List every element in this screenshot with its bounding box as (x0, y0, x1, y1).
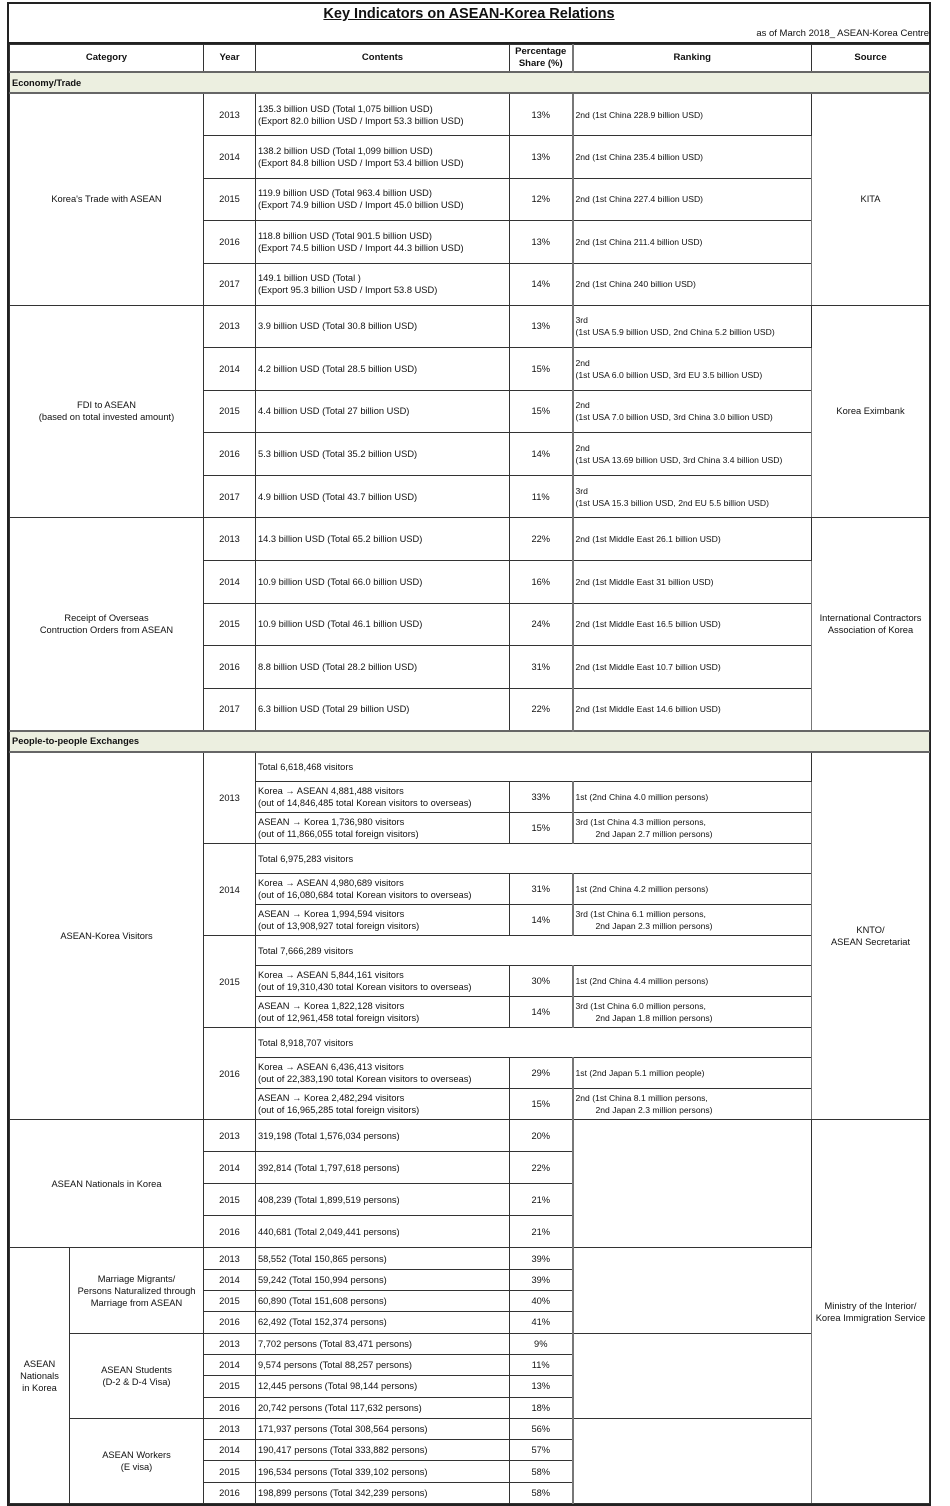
year-cell: 2016 (204, 646, 256, 689)
contents-cell: 198,899 persons (Total 342,239 persons) (256, 1482, 510, 1503)
contents-cell-line2: (Export 74.5 billion USD / Import 44.3 billion USD) (258, 242, 464, 253)
outbound-contents-cell-line2: (out of 19,310,430 total Korean visitors to overseas) (258, 982, 472, 993)
outbound-contents-cell (256, 874, 510, 905)
percentage-cell: 14% (510, 263, 573, 305)
contents-cell-line1: 118.8 billion USD (Total 901.5 billion USD) (258, 230, 432, 241)
ranking-cell-line1: 3rd (575, 485, 588, 496)
category-nationals: ASEAN Nationals in Korea (10, 1120, 204, 1248)
contents-cell: 10.9 billion USD (Total 66.0 billion USD) (256, 561, 510, 604)
table-row (10, 1248, 930, 1269)
ranking-cell (573, 1089, 812, 1120)
contents-cell: 6.3 billion USD (Total 29 billion USD) (256, 688, 510, 731)
year-cell: 2016 (204, 1397, 256, 1418)
contents-cell: 171,937 persons (Total 308,564 persons) (256, 1418, 510, 1439)
percentage-cell: 13% (510, 221, 573, 264)
source-visitors-line2: ASEAN Secretariat (830, 937, 911, 948)
percentage-cell: 29% (510, 1058, 573, 1089)
contents-cell (256, 93, 510, 136)
percentage-cell: 13% (510, 1376, 573, 1397)
percentage-cell: 30% (510, 966, 573, 997)
year-cell: 2014 (204, 1152, 256, 1184)
year-cell: 2016 (204, 1312, 256, 1333)
category-trade: Korea's Trade with ASEAN (10, 93, 204, 305)
contents-cell: 4.2 billion USD (Total 28.5 billion USD) (256, 348, 510, 391)
contents-cell (256, 178, 510, 221)
contents-cell: 58,552 (Total 150,865 persons) (256, 1248, 510, 1269)
year-cell: 2016 (204, 1028, 256, 1120)
outbound-contents-cell-line2: (out of 22,383,190 total Korean visitors to overseas) (258, 1074, 472, 1085)
contents-cell-line1: 119.9 billion USD (Total 963.4 billion USD) (258, 188, 432, 199)
outbound-contents-cell-line1: Korea → ASEAN 4,980,689 visitors (258, 878, 404, 889)
ranking-cell: 2nd (1st China 240 billion USD) (573, 263, 812, 305)
subcategory-marriage-line2: Persons Naturalized through (77, 1285, 196, 1296)
source-visitors-line1: KNTO/ (856, 925, 885, 936)
table-row (10, 752, 930, 782)
category-fdi-line1: FDI to ASEAN (77, 400, 136, 411)
section-economy: Economy/Trade (10, 72, 930, 93)
percentage-cell: 11% (510, 475, 573, 518)
subcategory-workers (70, 1418, 204, 1503)
visitors-total-cell: Total 6,975,283 visitors (256, 844, 812, 874)
ranking-line1: 3rd (1st China 4.3 million persons, (575, 817, 706, 828)
percentage-cell: 21% (510, 1216, 573, 1248)
header-year: Year (204, 45, 256, 73)
contents-cell: 59,242 (Total 150,994 persons) (256, 1269, 510, 1290)
table-row (10, 1418, 930, 1439)
percentage-cell: 58% (510, 1461, 573, 1482)
inbound-contents-cell-line2: (out of 11,866,055 total foreign visitors) (258, 829, 419, 840)
table-row (10, 1120, 930, 1152)
percentage-cell: 39% (510, 1269, 573, 1290)
ranking-cell: 2nd (1st China 211.4 billion USD) (573, 221, 812, 264)
header-category: Category (10, 45, 204, 73)
visitors-total-cell: Total 6,618,468 visitors (256, 752, 812, 782)
inbound-contents-cell-line1: ASEAN → Korea 2,482,294 visitors (258, 1093, 405, 1104)
contents-cell: 190,417 persons (Total 333,882 persons) (256, 1440, 510, 1461)
header-row (10, 45, 930, 73)
outbound-contents-cell (256, 782, 510, 813)
inbound-contents-cell-line2: (out of 13,908,927 total foreign visitors) (258, 921, 420, 932)
ranking-cell-line2: (1st USA 6.0 billion USD, 3rd EU 3.5 billion USD) (575, 369, 763, 380)
ranking-cell: 2nd (1st Middle East 31 billion USD) (573, 561, 812, 604)
year-cell: 2013 (204, 1248, 256, 1269)
ranking-cell-empty (573, 1418, 812, 1503)
percentage-cell: 15% (510, 1089, 573, 1120)
contents-cell: 3.9 billion USD (Total 30.8 billion USD) (256, 305, 510, 348)
inbound-contents-cell (256, 905, 510, 936)
subcategory-students (70, 1333, 204, 1418)
percentage-cell: 13% (510, 305, 573, 348)
ranking-cell-line2: (1st USA 7.0 billion USD, 3rd China 3.0 billion USD) (575, 412, 773, 423)
ranking-cell-line2: (1st USA 5.9 billion USD, 2nd China 5.2 billion USD) (575, 327, 775, 338)
outbound-contents-cell-line2: (out of 14,846,485 total Korean visitors to overseas) (258, 798, 472, 809)
percentage-cell: 14% (510, 433, 573, 476)
table-row (10, 1333, 930, 1354)
contents-cell-line2: (Export 74.9 billion USD / Import 45.0 billion USD) (258, 200, 464, 211)
category-sub-group (10, 1248, 70, 1504)
year-cell: 2013 (204, 518, 256, 561)
inbound-contents-cell-line1: ASEAN → Korea 1,736,980 visitors (258, 817, 405, 828)
source-construction (812, 518, 930, 731)
contents-cell: 440,681 (Total 2,049,441 persons) (256, 1216, 510, 1248)
title-row (9, 4, 929, 44)
contents-cell: 196,534 persons (Total 339,102 persons) (256, 1461, 510, 1482)
header-pct-line1: Percentage (515, 46, 567, 57)
ranking-cell (573, 997, 812, 1028)
ranking-cell: 2nd (1st Middle East 26.1 billion USD) (573, 518, 812, 561)
section-row-economy (10, 72, 930, 93)
outbound-contents-cell-line1: Korea → ASEAN 4,881,488 visitors (258, 786, 404, 797)
outbound-contents-cell-line2: (out of 16,080,684 total Korean visitors to overseas) (258, 890, 472, 901)
visitors-total-cell: Total 8,918,707 visitors (256, 1028, 812, 1058)
source-nationals-line2: Korea Immigration Service (815, 1312, 926, 1323)
percentage-cell: 57% (510, 1440, 573, 1461)
ranking-cell-empty (573, 1120, 812, 1248)
year-cell: 2014 (204, 1354, 256, 1375)
percentage-cell: 24% (510, 603, 573, 646)
outbound-contents-cell-line1: Korea → ASEAN 6,436,413 visitors (258, 1062, 404, 1073)
year-cell: 2013 (204, 1120, 256, 1152)
ranking-line2: 2nd Japan 2.3 million persons) (595, 1105, 713, 1116)
contents-cell: 8.8 billion USD (Total 28.2 billion USD) (256, 646, 510, 689)
contents-cell-line2: (Export 95.3 billion USD / Import 53.8 USD) (258, 285, 438, 295)
percentage-cell: 16% (510, 561, 573, 604)
year-cell: 2017 (204, 688, 256, 731)
outbound-contents-cell (256, 966, 510, 997)
contents-cell-line2: (Export 84.8 billion USD / Import 53.4 billion USD) (258, 157, 464, 168)
subcategory-workers-line2: (E visa) (120, 1461, 153, 1472)
source-trade: KITA (812, 93, 930, 305)
category-visitors: ASEAN-Korea Visitors (10, 752, 204, 1120)
section-row-people (10, 731, 930, 752)
year-cell: 2014 (204, 561, 256, 604)
percentage-cell: 22% (510, 1152, 573, 1184)
subcategory-marriage (70, 1248, 204, 1333)
percentage-cell: 12% (510, 178, 573, 221)
table-row (10, 518, 930, 561)
ranking-cell (573, 348, 812, 391)
section-people: People-to-people Exchanges (10, 731, 930, 752)
ranking-cell-line1: 3rd (575, 315, 588, 326)
ranking-cell: 2nd (1st China 227.4 billion USD) (573, 178, 812, 221)
contents-cell: 62,492 (Total 152,374 persons) (256, 1312, 510, 1333)
percentage-cell: 31% (510, 646, 573, 689)
contents-cell (256, 221, 510, 264)
contents-cell: 9,574 persons (Total 88,257 persons) (256, 1354, 510, 1375)
ranking-cell: 2nd (1st China 228.9 billion USD) (573, 93, 812, 136)
ranking-cell-line2: (1st USA 15.3 billion USD, 2nd EU 5.5 billion USD) (575, 497, 769, 508)
year-cell: 2014 (204, 348, 256, 391)
year-cell: 2016 (204, 221, 256, 264)
percentage-cell: 9% (510, 1333, 573, 1354)
percentage-cell: 22% (510, 688, 573, 731)
percentage-cell: 39% (510, 1248, 573, 1269)
ranking-line2: 2nd Japan 2.3 million persons) (595, 921, 713, 932)
year-cell: 2015 (204, 603, 256, 646)
ranking-cell-line2: (1st USA 13.69 billion USD, 3rd China 3.4 billion USD) (575, 455, 783, 466)
ranking-cell: 2nd (1st Middle East 10.7 billion USD) (573, 646, 812, 689)
indicators-table (9, 44, 930, 1504)
ranking-cell (573, 905, 812, 936)
inbound-contents-cell-line2: (out of 12,961,458 total foreign visitors) (258, 1013, 420, 1024)
source-nationals-line1: Ministry of the Interior/ (824, 1300, 917, 1311)
inbound-contents-cell (256, 997, 510, 1028)
header-ranking: Ranking (573, 45, 812, 73)
percentage-cell: 20% (510, 1120, 573, 1152)
header-contents: Contents (256, 45, 510, 73)
year-cell: 2015 (204, 390, 256, 433)
contents-cell: 60,890 (Total 151,608 persons) (256, 1291, 510, 1312)
contents-cell: 7,702 persons (Total 83,471 persons) (256, 1333, 510, 1354)
ranking-line1: 2nd (1st China 8.1 million persons, (575, 1093, 708, 1104)
year-cell: 2014 (204, 844, 256, 936)
year-cell: 2013 (204, 93, 256, 136)
category-construction-line2: Contruction Orders from ASEAN (39, 625, 174, 636)
year-cell: 2016 (204, 1216, 256, 1248)
ranking-cell: 2nd (1st Middle East 16.5 billion USD) (573, 603, 812, 646)
ranking-cell: 1st (2nd China 4.0 million persons) (573, 782, 812, 813)
category-construction-line1: Receipt of Overseas (64, 613, 149, 624)
inbound-contents-cell (256, 1089, 510, 1120)
percentage-cell: 18% (510, 1397, 573, 1418)
outbound-contents-cell (256, 1058, 510, 1089)
percentage-cell: 15% (510, 813, 573, 844)
percentage-cell: 15% (510, 348, 573, 391)
indicators-sheet (7, 2, 931, 1506)
source-fdi: Korea Eximbank (812, 305, 930, 518)
ranking-cell-line1: 2nd (575, 400, 590, 411)
contents-cell (256, 136, 510, 179)
contents-cell: 10.9 billion USD (Total 46.1 billion USD) (256, 603, 510, 646)
category-sub-group-line3: in Korea (22, 1382, 57, 1393)
contents-cell-line2: (Export 82.0 billion USD / Import 53.3 billion USD) (258, 115, 464, 126)
ranking-line2: 2nd Japan 2.7 million persons) (595, 829, 713, 840)
contents-cell: 319,198 (Total 1,576,034 persons) (256, 1120, 510, 1152)
header-percentage (510, 45, 573, 73)
year-cell: 2013 (204, 1333, 256, 1354)
contents-cell: 12,445 persons (Total 98,144 persons) (256, 1376, 510, 1397)
year-cell: 2016 (204, 1482, 256, 1503)
percentage-cell: 31% (510, 874, 573, 905)
ranking-cell (573, 813, 812, 844)
year-cell: 2014 (204, 1269, 256, 1290)
year-cell: 2015 (204, 1461, 256, 1482)
ranking-line1: 3rd (1st China 6.0 million persons, (575, 1001, 706, 1012)
ranking-cell-line1: 2nd (575, 443, 590, 454)
category-sub-group-line1: ASEAN (23, 1358, 56, 1369)
contents-cell: 20,742 persons (Total 117,632 persons) (256, 1397, 510, 1418)
source-construction-line2: Association of Korea (827, 625, 914, 636)
year-cell: 2013 (204, 305, 256, 348)
contents-cell (256, 263, 510, 305)
ranking-cell: 1st (2nd Japan 5.1 million people) (573, 1058, 812, 1089)
year-cell: 2013 (204, 752, 256, 844)
category-fdi-line2: (based on total invested amount) (38, 412, 175, 423)
year-cell: 2015 (204, 1291, 256, 1312)
subcategory-students-line2: (D-2 & D-4 Visa) (102, 1376, 171, 1387)
percentage-cell: 33% (510, 782, 573, 813)
ranking-cell: 2nd (1st China 235.4 billion USD) (573, 136, 812, 179)
category-sub-group-line2: Nationals (20, 1370, 59, 1381)
inbound-contents-cell (256, 813, 510, 844)
table-row (10, 93, 930, 136)
percentage-cell: 15% (510, 390, 573, 433)
percentage-cell: 21% (510, 1184, 573, 1216)
category-fdi (10, 305, 204, 518)
percentage-cell: 14% (510, 905, 573, 936)
ranking-line2: 2nd Japan 1.8 million persons) (595, 1013, 713, 1024)
inbound-contents-cell-line2: (out of 16,965,285 total foreign visitors) (258, 1105, 420, 1116)
percentage-cell: 40% (510, 1291, 573, 1312)
percentage-cell: 58% (510, 1482, 573, 1503)
percentage-cell: 41% (510, 1312, 573, 1333)
visitors-total-cell: Total 7,666,289 visitors (256, 936, 812, 966)
year-cell: 2014 (204, 136, 256, 179)
year-cell: 2017 (204, 475, 256, 518)
ranking-cell (573, 475, 812, 518)
ranking-line1: 3rd (1st China 6.1 million persons, (575, 909, 706, 920)
contents-cell: 4.9 billion USD (Total 43.7 billion USD) (256, 475, 510, 518)
ranking-cell-empty (573, 1248, 812, 1333)
ranking-cell: 1st (2nd China 4.4 million persons) (573, 966, 812, 997)
contents-cell-line1: 149.1 billion USD (Total ) (258, 273, 361, 283)
subcategory-students-line1: ASEAN Students (101, 1364, 172, 1375)
subcategory-marriage-line3: Marriage from ASEAN (90, 1297, 183, 1308)
percentage-cell: 11% (510, 1354, 573, 1375)
subcategory-workers-line1: ASEAN Workers (102, 1449, 171, 1460)
ranking-cell-line1: 2nd (575, 357, 590, 368)
source-nationals (812, 1120, 930, 1504)
inbound-contents-cell-line1: ASEAN → Korea 1,822,128 visitors (258, 1001, 405, 1012)
header-source: Source (812, 45, 930, 73)
ranking-cell (573, 390, 812, 433)
contents-cell-line1: 135.3 billion USD (Total 1,075 billion USD) (258, 103, 433, 114)
source-visitors (812, 752, 930, 1120)
ranking-cell: 2nd (1st Middle East 14.6 billion USD) (573, 688, 812, 731)
contents-cell: 4.4 billion USD (Total 27 billion USD) (256, 390, 510, 433)
contents-cell: 14.3 billion USD (Total 65.2 billion USD) (256, 518, 510, 561)
year-cell: 2017 (204, 263, 256, 305)
page-title: Key Indicators on ASEAN-Korea Relations (323, 6, 615, 22)
outbound-contents-cell-line1: Korea → ASEAN 5,844,161 visitors (258, 970, 404, 981)
table-row (10, 305, 930, 348)
as-of-note: as of March 2018_ ASEAN-Korea Centre (756, 28, 929, 39)
contents-cell: 5.3 billion USD (Total 35.2 billion USD) (256, 433, 510, 476)
ranking-cell: 1st (2nd China 4.2 million persons) (573, 874, 812, 905)
year-cell: 2016 (204, 433, 256, 476)
year-cell: 2015 (204, 936, 256, 1028)
ranking-cell (573, 305, 812, 348)
category-construction (10, 518, 204, 731)
year-cell: 2013 (204, 1418, 256, 1439)
percentage-cell: 13% (510, 93, 573, 136)
contents-cell: 408,239 (Total 1,899,519 persons) (256, 1184, 510, 1216)
contents-cell: 392,814 (Total 1,797,618 persons) (256, 1152, 510, 1184)
subcategory-marriage-line1: Marriage Migrants/ (97, 1273, 176, 1284)
year-cell: 2015 (204, 1184, 256, 1216)
percentage-cell: 22% (510, 518, 573, 561)
inbound-contents-cell-line1: ASEAN → Korea 1,994,594 visitors (258, 909, 405, 920)
contents-cell-line1: 138.2 billion USD (Total 1,099 billion USD) (258, 145, 433, 156)
percentage-cell: 13% (510, 136, 573, 179)
header-pct-line2: Share (%) (518, 58, 563, 69)
year-cell: 2015 (204, 1376, 256, 1397)
source-construction-line1: International Contractors (819, 613, 922, 624)
year-cell: 2015 (204, 178, 256, 221)
ranking-cell (573, 433, 812, 476)
ranking-cell-empty (573, 1333, 812, 1418)
percentage-cell: 56% (510, 1418, 573, 1439)
percentage-cell: 14% (510, 997, 573, 1028)
year-cell: 2014 (204, 1440, 256, 1461)
